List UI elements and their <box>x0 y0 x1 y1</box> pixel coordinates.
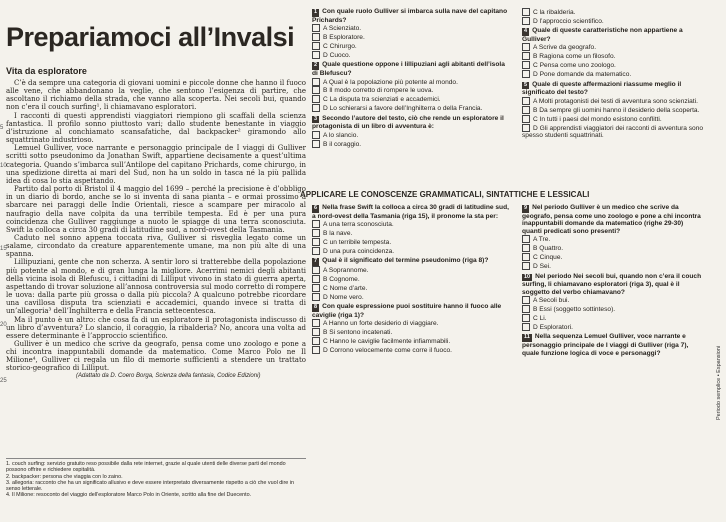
source-citation: (Adattato da D. Coero Borga, Scienza della fantasia, Codice Edizioni) <box>76 372 261 379</box>
question-7: 7 Qual è il significato del termine pseudonimo (riga 8)? A Soprannome. B Cognome. C Nome d’arte. D Nome vero. <box>312 257 512 301</box>
line-number: 10 <box>0 163 7 169</box>
answer-option[interactable]: A lo slancio. <box>312 131 512 139</box>
answer-option[interactable]: A Scrive da geografo. <box>522 43 712 51</box>
answer-option[interactable]: A Scienziato. <box>312 24 512 32</box>
question-10: 10 Nel periodo Nei secoli bui, quando non c’era il couch surfing, li chiamavano esploratori (riga 3), qual è il soggetto del verbo chiamavano? A Secoli bui. B Essi (soggetto sottinteso). C Li. D Esploratori. <box>522 273 704 332</box>
answer-option[interactable]: A Tre. <box>522 235 704 243</box>
question-8: 8 Con quale espressione puoi sostituire hanno il fuoco alle caviglie (riga 1)? A Hanno un forte desiderio di viaggiare. B Si sentono incatenati. C Hanno le caviglie facilmente infiammabili. D Corrono velocemente come corre il fuoco. <box>312 303 512 354</box>
passage-paragraph: Partito dal porto di Bristol il 4 maggio del 1699 – perché la precisione è d’obbligo in un diario di bordo, anche se lo si inventa di sana pianta – e ormai prossimo a sbarcare nei paraggi delle Indie Orientali, riesce a scampare per miracolo al naufragio della nave colpita da una terribile tempesta. Ed è per una pura coincidenza che Gulliver raggiunge a nuoto le spiagge di una terra sconosciuta. Swift la colloca a circa 30 gradi di latitudine sud, a nord-ovest della Tasmania. <box>6 185 306 234</box>
answer-option[interactable]: B Cognome. <box>312 275 512 283</box>
passage-subtitle: Vita da esploratore <box>6 66 87 76</box>
answer-option[interactable]: C Hanno le caviglie facilmente infiammabili. <box>312 337 512 345</box>
answer-option[interactable]: C Nome d’arte. <box>312 284 512 292</box>
side-tab: Periodo semplice • Espansioni <box>716 345 722 420</box>
question-6: 6 Nella frase Swift la colloca a circa 30 gradi di latitudine sud, a nord-ovest della Tasmania (riga 15), il pronome la sta per: A una terra sconosciuta. B la nave. C un terribile tempesta. D una pura coincidenza. <box>312 204 512 255</box>
question-4: 4 Quale di queste caratteristiche non appartiene a Gulliver? A Scrive da geografo. B Ragiona come un filosofo. C Pensa come uno zoologo. D Pone domande da matematico. <box>522 27 712 78</box>
grammar-heading: APPLICARE LE CONOSCENZE GRAMMATICALI, SINTATTICHE E LESSICALI <box>300 190 590 199</box>
answer-option[interactable]: A Secoli bui. <box>522 296 704 304</box>
answer-option[interactable]: B Ragiona come un filosofo. <box>522 52 712 60</box>
answer-option[interactable]: D Esploratori. <box>522 323 704 331</box>
page-title: Prepariamoci all’Invalsi <box>6 22 295 52</box>
answer-option[interactable]: B Esploratore. <box>312 33 512 41</box>
line-number: 5 <box>0 125 4 131</box>
question-3-continued <box>522 8 712 25</box>
footnotes <box>6 458 306 499</box>
answer-option[interactable]: C La disputa tra scienziati e accademici. <box>312 95 512 103</box>
footnote: 1. couch surfing: servizio gratuito reso possibile dalla rete internet, grazie al quale utenti delle diverse parti del mondo possono offrire e richiedere ospitalità. <box>6 461 286 474</box>
passage-paragraph: Caduto nel sonno appena toccata riva, Gulliver si risveglia legato come un salame, circondato da creature apparentemente umane, ma non più alte di una spanna. <box>6 233 306 259</box>
answer-option[interactable]: A Molti protagonisti dei testi di avventura sono scienziati. <box>522 97 712 105</box>
answer-option[interactable]: D l’approccio scientifico. <box>522 17 712 25</box>
answer-option[interactable]: B Essi (soggetto sottinteso). <box>522 305 704 313</box>
answer-option[interactable]: D Nome vero. <box>312 293 512 301</box>
answer-option[interactable]: B Da sempre gli uomini hanno il desiderio della scoperta. <box>522 106 712 114</box>
passage-paragraph: C’è da sempre una categoria di giovani uomini e piccole donne che hanno il fuoco alle vene, che abbandonano la veglie, che sentono l’esigenza di partire, che ascoltano il richiamo della strada, che vanno alla scoperta. Nei secoli bui, quando non c’era il couch surfing¹, li chiamavano esploratori. <box>6 79 306 112</box>
answer-option[interactable]: C un terribile tempesta. <box>312 238 512 246</box>
answer-option[interactable]: B Si sentono incatenati. <box>312 328 512 336</box>
answer-option[interactable]: D Gli apprendisti viaggiatori dei racconti di avventura sono spesso studenti squattrinati. <box>522 124 704 139</box>
passage-paragraph: Gulliver è un medico che scrive da geografo, pensa come uno zoologo e pone a chi incontra inappuntabili domande da matematico. Come Marco Polo ne Il Milione⁴, Gulliver ci regala un filo di memorie sufficienti a stendere un trattato storico-geografico di Lilliput. <box>6 340 306 373</box>
answer-option[interactable]: A una terra sconosciuta. <box>312 220 512 228</box>
passage-paragraph: Lemuel Gulliver, voce narrante e personaggio principale de I viaggi di Gulliver scritti sotto pseudonimo da Jonathan Swift, appartiene decisamente a quest’ultima categoria. Quando s’imbarca sull’Antilope del capitano Prichards, come chirurgo, in una spedizione diretta ai mari del Sud, non ha un soldo in tasca né la più pallida idea di cosa lo stia aspettando. <box>6 144 306 185</box>
answer-option[interactable]: D Cuoco. <box>312 51 512 59</box>
grammar-questions-column-2 <box>522 204 704 359</box>
answer-option[interactable]: C In tutti i paesi del mondo esistono conflitti. <box>522 115 712 123</box>
line-number: 15 <box>0 246 7 252</box>
question-1: 1 Con quale ruolo Gulliver si imbarca sulla nave del capitano Prichards? A Scienziato. B Esploratore. C Chirurgo. D Cuoco. <box>312 8 512 59</box>
answer-option[interactable]: D Corrono velocemente come corre il fuoco. <box>312 346 512 354</box>
passage-paragraph: Lillipuziani, gente che non scherza. A sentir loro si tratterebbe della popolazione più potente al mondo, e di gran lunga la migliore. Acerrimi nemici degli abitanti della vicina isola di Blefuscu, i cittadini di Lilliput vivono in stato di guerra aperta, aspettando di trovar soluzione all’annosa controversia sul modo corretto di rompere le uova: dalla parte più grossa o dalla più piccola? A qualcuno potrebbe ricordare una cavillosa disputa tra scienziati e accademici, quando invece si tratta di un’allegoria³ dell’Inghilterra e della Francia settecentesca. <box>6 258 306 316</box>
question-3: 3 Secondo l’autore del testo, ciò che rende un esploratore il protagonista di un libro di avventura è: A lo slancio. B il coraggio. <box>312 115 512 148</box>
answer-option[interactable]: C Chirurgo. <box>312 42 512 50</box>
question-2: 2 Quale questione oppone i lillipuziani agli abitanti dell’isola di Blefuscu? A Qual è la popolazione più potente al mondo. B Il modo corretto di rompere le uova. C La disputa tra scienziati e accademici. D Lo schierarsi a favore dell’Inghilterra o della Francia. <box>312 61 512 112</box>
line-number: 25 <box>0 378 7 384</box>
questions-column-1 <box>312 8 512 150</box>
question-5: 5 Quale di queste affermazioni riassume meglio il significato del testo? A Molti protagonisti dei testi di avventura sono scienziati. B Da sempre gli uomini hanno il desiderio della scoperta. C In tutti i paesi del mondo esistono conflitti. D Gli apprendisti viaggiatori dei racconti di avventura sono spesso studenti squattrinati. <box>522 81 712 140</box>
answer-option[interactable]: C Pensa come uno zoologo. <box>522 61 712 69</box>
answer-option[interactable]: B il coraggio. <box>312 140 512 148</box>
answer-option[interactable]: B Quattro. <box>522 244 704 252</box>
passage-paragraph: I racconti di questi apprendisti viaggiatori riempiono gli scaffali della scienza fantastica. Il profilo sonno piuttosto vari; dallo studente benestante in viaggio d’istruzione al conchiamato scansafatiche, dal backpacker² giramondo allo squattrinato industrioso. <box>6 111 306 145</box>
questions-column-2 <box>522 8 712 142</box>
answer-option[interactable]: D una pura coincidenza. <box>312 247 512 255</box>
answer-option[interactable]: C la ribalderia. <box>522 8 712 16</box>
passage-paragraph: Ma il punto è un altro: che cosa fa di un esploratore il protagonista indiscusso di un libro d’avventura? Lo slancio, il coraggio, la ribalderia? No, ancora una volta ad essere determinante è l’approccio scientifico. <box>6 315 306 340</box>
answer-option[interactable]: B la nave. <box>312 229 512 237</box>
footnote: 2. backpacker: persona che viaggia con lo zaino. <box>6 473 123 480</box>
answer-option[interactable]: A Qual è la popolazione più potente al mondo. <box>312 78 512 86</box>
line-number: 20 <box>0 322 7 328</box>
question-9: 9 Nel periodo Gulliver è un medico che scrive da geografo, pensa come uno zoologo e pone a chi incontra inappuntabili domande da matematico (righe 29-30) quanti predicati sono presenti? A Tre. B Quattro. C Cinque. D Sei. <box>522 204 704 271</box>
answer-option[interactable]: A Soprannome. <box>312 266 512 274</box>
reading-passage <box>6 66 306 518</box>
answer-option[interactable]: D Lo schierarsi a favore dell’Inghilterra o della Francia. <box>312 104 512 112</box>
answer-option[interactable]: D Sei. <box>522 262 704 270</box>
footnote: 4. Il Milione: resoconto del viaggio dell’esploratore Marco Polo in Oriente, scritto alla fine del Duecento. <box>6 492 252 499</box>
answer-option[interactable]: C Li. <box>522 314 704 322</box>
answer-option[interactable]: C Cinque. <box>522 253 704 261</box>
answer-option[interactable]: D Pone domande da matematico. <box>522 70 712 78</box>
answer-option[interactable]: A Hanno un forte desiderio di viaggiare. <box>312 319 512 327</box>
question-11: 11 Nella sequenza Lemuel Gulliver, voce narrante e personaggio principale de I viaggi di Gulliver (riga 7), quale funzione logica di voce e personaggi? <box>522 333 689 357</box>
footnote: 3. allegoria: racconto che ha un significato allusivo e deve essere interpretato diversamente rispetto a ciò che vuol dire in senso letterale. <box>6 479 294 493</box>
grammar-questions-column-1 <box>312 204 512 356</box>
answer-option[interactable]: B Il modo corretto di rompere le uova. <box>312 86 512 94</box>
